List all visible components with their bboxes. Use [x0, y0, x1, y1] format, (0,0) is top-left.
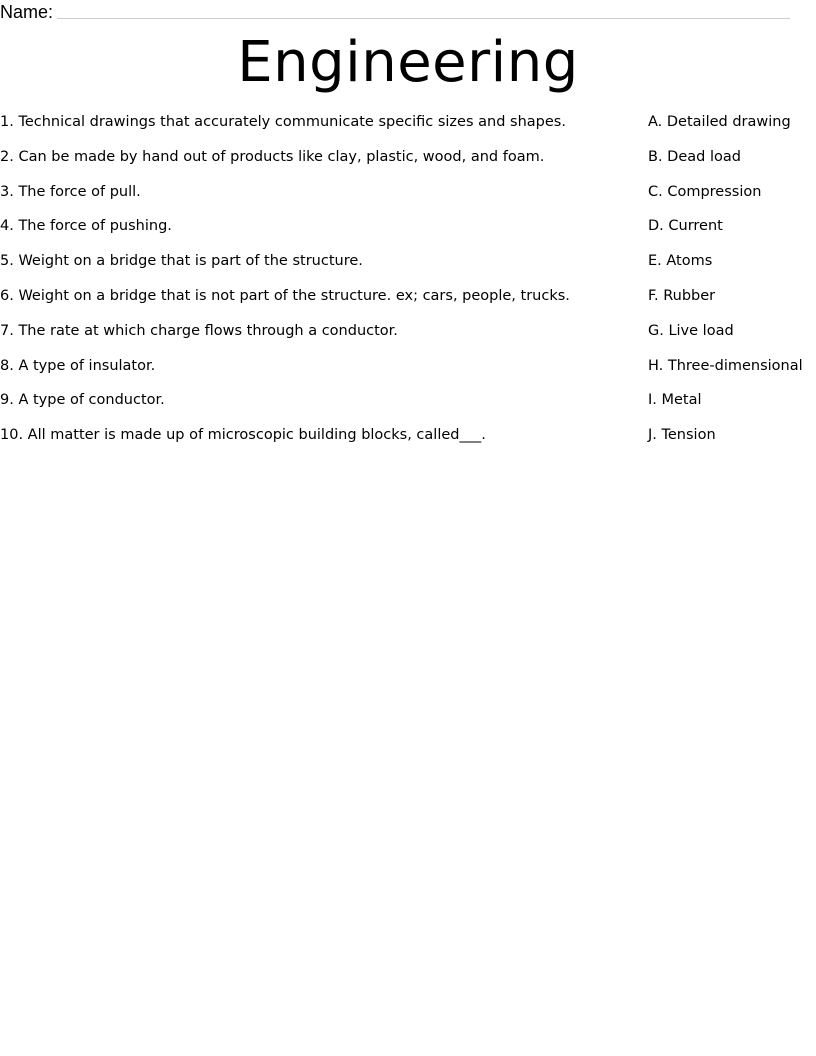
- question-10: 10. All matter is made up of microscopic building blocks, called___.: [0, 427, 486, 444]
- worksheet-title: Engineering: [237, 30, 579, 95]
- matching-row: [0, 425, 816, 460]
- answer-c: C. Compression: [648, 183, 762, 200]
- answer-i: I. Metal: [648, 392, 702, 409]
- name-label: Name:: [0, 2, 54, 22]
- matching-row: [0, 112, 816, 147]
- question-2: 2. Can be made by hand out of products like clay, plastic, wood, and foam.: [0, 148, 545, 165]
- answer-b: B. Dead load: [648, 148, 741, 165]
- question-5: 5. Weight on a bridge that is part of the structure.: [0, 253, 363, 270]
- answer-h: H. Three-dimensional: [648, 357, 803, 374]
- answer-g: G. Live load: [648, 322, 734, 339]
- matching-list: [0, 112, 816, 460]
- name-field-line: [57, 0, 790, 19]
- question-3: 3. The force of pull.: [0, 183, 141, 200]
- answer-f: F. Rubber: [648, 287, 716, 304]
- question-9: 9. A type of conductor.: [0, 392, 165, 409]
- answer-e: E. Atoms: [648, 253, 713, 270]
- question-8: 8. A type of insulator.: [0, 357, 156, 374]
- question-6: 6. Weight on a bridge that is not part of the structure. ex; cars, people, trucks.: [0, 287, 570, 304]
- question-7: 7. The rate at which charge flows through a conductor.: [0, 322, 398, 339]
- question-4: 4. The force of pushing.: [0, 218, 172, 235]
- matching-row: [0, 286, 816, 321]
- name-row: [0, 0, 790, 22]
- answer-j: J. Tension: [648, 427, 716, 444]
- matching-row: [0, 321, 816, 356]
- matching-row: [0, 390, 816, 425]
- question-1: 1. Technical drawings that accurately communicate specific sizes and shapes.: [0, 114, 566, 130]
- answer-a: A. Detailed drawing: [648, 114, 791, 130]
- matching-row: [0, 147, 816, 182]
- matching-row: [0, 356, 816, 391]
- matching-row: [0, 216, 816, 251]
- matching-row: [0, 182, 816, 217]
- matching-row: [0, 251, 816, 286]
- answer-d: D. Current: [648, 218, 723, 235]
